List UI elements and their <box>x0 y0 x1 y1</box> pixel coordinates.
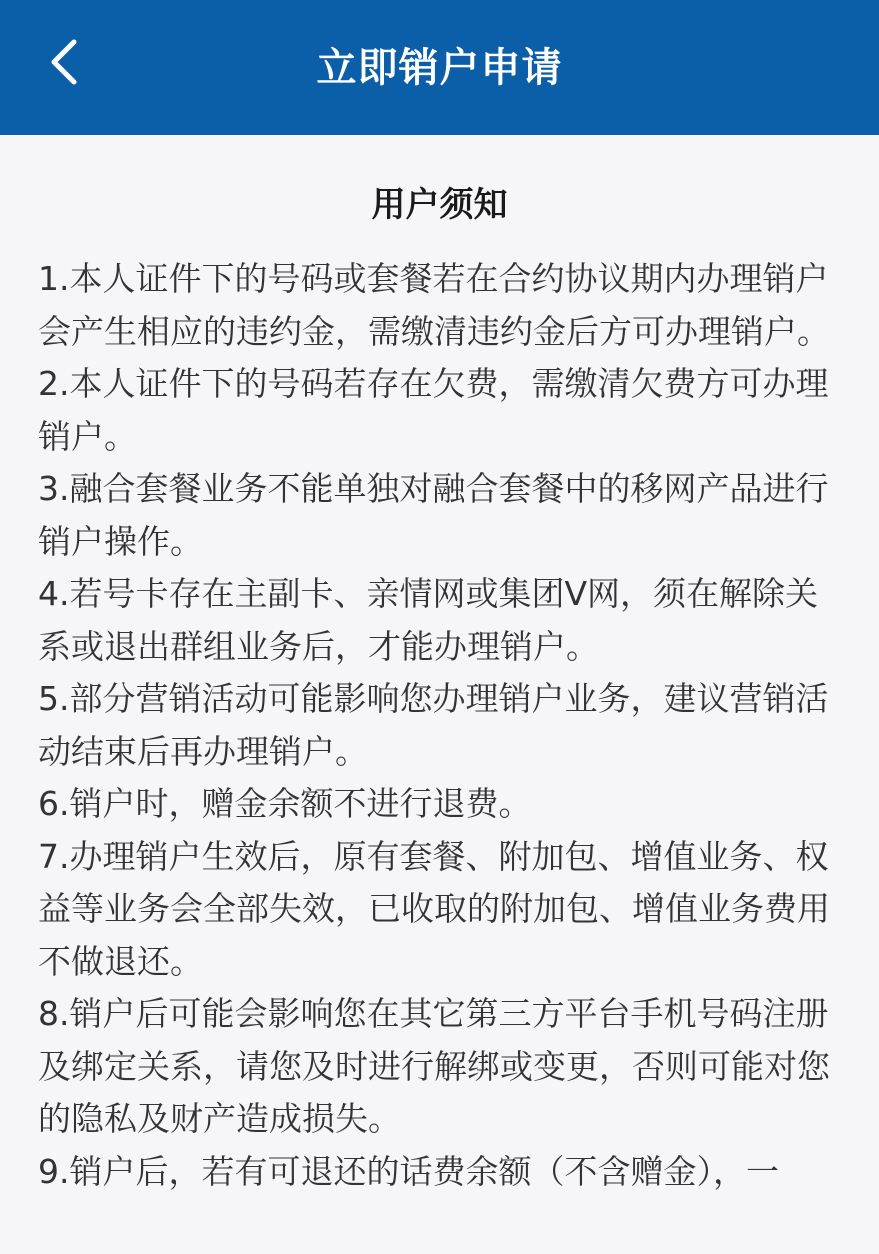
notice-item-6: 6.销户时，赠金余额不进行退费。 <box>38 784 532 823</box>
app-header <box>0 0 879 135</box>
notice-content <box>0 135 879 1254</box>
page-title: 立即销户申请 <box>316 45 563 91</box>
notice-list <box>38 253 850 1198</box>
notice-item-1: 1.本人证件下的号码或套餐若在合约协议期内办理销户会产生相应的违约金，需缴清违约金后方可办理销户。 <box>38 259 830 351</box>
notice-item-5: 5.部分营销活动可能影响您办理销户业务，建议营销活动结束后再办理销户。 <box>38 679 829 771</box>
notice-item-8: 8.销户后可能会影响您在其它第三方平台手机号码注册及绑定关系，请您及时进行解绑或变更，否则可能对您的隐私及财产造成损失。 <box>38 994 830 1138</box>
notice-item-7: 7.办理销户生效后，原有套餐、附加包、增值业务、权益等业务会全部失效，已收取的附加包、增值业务费用不做退还。 <box>38 836 830 981</box>
notice-title: 用户须知 <box>371 185 508 225</box>
notice-item-9: 9.销户后，若有可退还的话费余额（不含赠金），一 <box>38 1151 779 1191</box>
notice-item-3: 3.融合套餐业务不能单独对融合套餐中的移网产品进行销户操作。 <box>38 469 829 561</box>
notice-item-4: 4.若号卡存在主副卡、亲情网或集团V网，须在解除关系或退出群组业务后，才能办理销户。 <box>38 574 819 666</box>
notice-item-2: 2.本人证件下的号码若存在欠费，需缴清欠费方可办理销户。 <box>38 364 829 456</box>
